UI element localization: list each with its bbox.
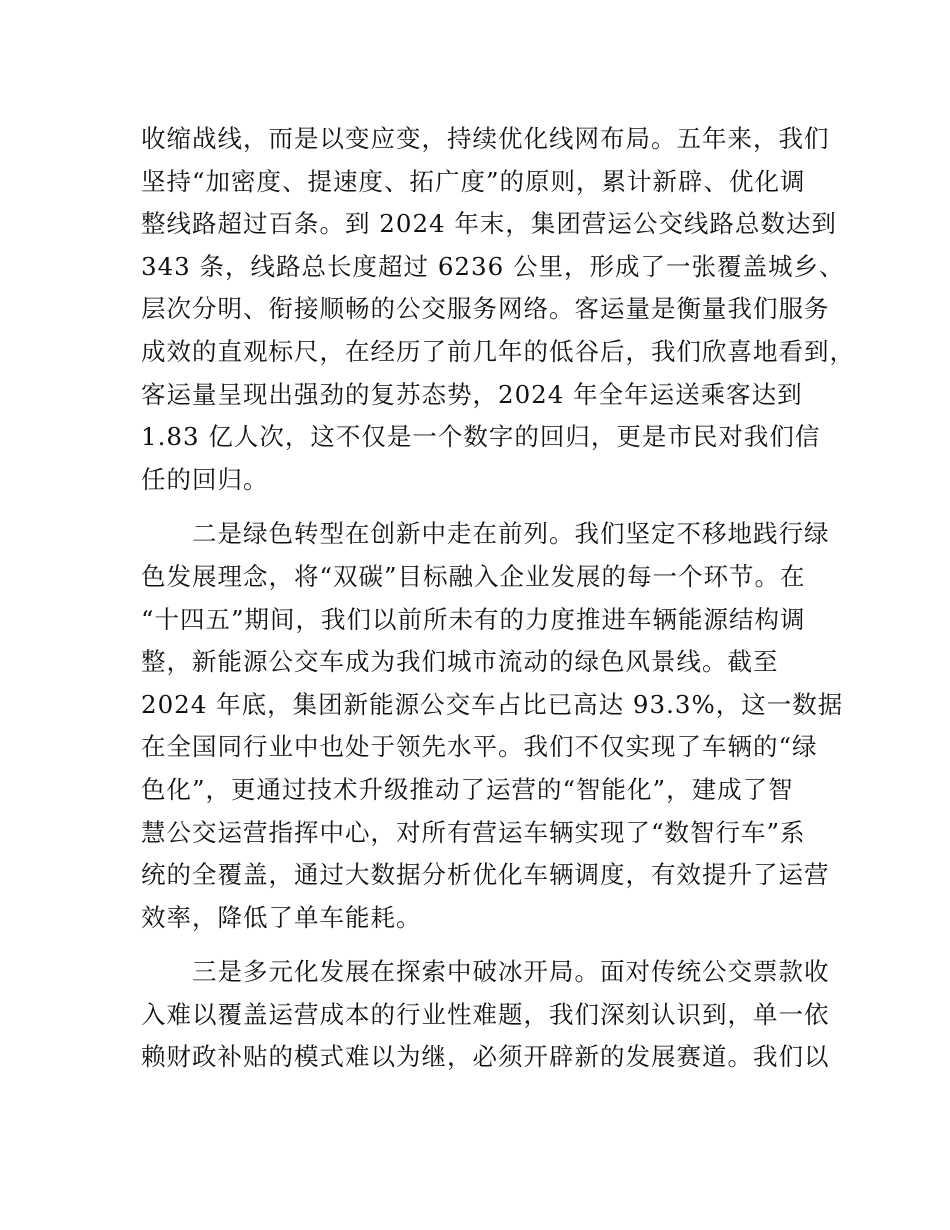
text-line: “十四五”期间，我们以前所未有的力度推进车辆能源结构调 [141, 604, 806, 634]
text-line: 整，新能源公交车成为我们城市流动的绿色风景线。截至 [141, 647, 779, 677]
text-line: 层次分明、衔接顺畅的公交服务网络。客运量是衡量我们服务 [141, 294, 830, 324]
paragraph-spacer [141, 501, 813, 513]
text-line: 色化”，更通过技术升级推动了运营的“智能化”，建成了智 [141, 774, 794, 804]
text-line: 色发展理念，将“双碳”目标融入企业发展的每一个环节。在 [141, 561, 806, 591]
text-line: 343 条，线路总长度超过 6236 公里，形成了一张覆盖城乡、 [141, 251, 845, 281]
text-line: 入难以覆盖运营成本的行业性难题，我们深刻认识到，单一依 [141, 999, 830, 1029]
text-line: 赖财政补贴的模式难以为继，必须开辟新的发展赛道。我们以 [141, 1042, 830, 1072]
paragraph-2 [141, 513, 844, 939]
text-line: 整线路超过百条。到 2024 年末，集团营运公交线路总数达到 [141, 209, 837, 239]
text-line: 收缩战线，而是以变应变，持续优化线网布局。五年来，我们 [141, 124, 830, 153]
text-line: 在全国同行业中也处于领先水平。我们不仅实现了车辆的“绿 [141, 732, 818, 762]
text-line: 二是绿色转型在创新中走在前列。我们坚定不移地践行绿 [141, 519, 830, 549]
text-line: 客运量呈现出强劲的复苏态势，2024 年全年运送乘客达到 [141, 379, 803, 409]
text-line: 效率，降低了单车能耗。 [141, 902, 422, 932]
text-line: 2024 年底，集团新能源公交车占比已高达 93.3%，这一数据 [141, 689, 844, 719]
text-line: 统的全覆盖，通过大数据分析优化车辆调度，有效提升了运营 [141, 860, 830, 890]
paragraph-spacer [141, 939, 813, 951]
text-line: 坚持“加密度、提速度、拓广度”的原则，累计新辟、优化调 [141, 166, 806, 196]
text-line: 成效的直观标尺，在经历了前几年的低谷后，我们欣喜地看到， [141, 336, 855, 366]
paragraph-3 [141, 951, 830, 1079]
text-line: 三是多元化发展在探索中破冰开局。面对传统公交票款收 [141, 957, 830, 987]
paragraph-1 [141, 118, 855, 501]
text-line: 1.83 亿人次，这不仅是一个数字的回归，更是市民对我们信 [141, 422, 821, 452]
document-body [141, 118, 855, 1079]
text-line: 慧公交运营指挥中心，对所有营运车辆实现了“数智行车”系 [141, 817, 806, 847]
text-line: 任的回归。 [141, 464, 269, 494]
